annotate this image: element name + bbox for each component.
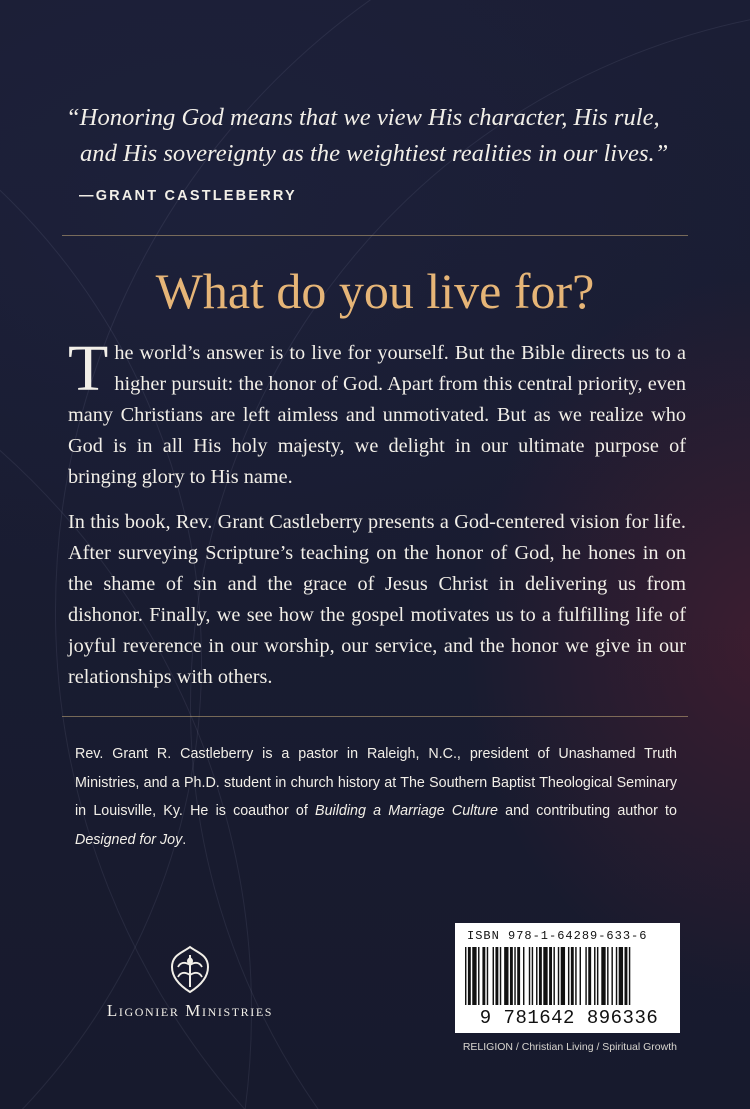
- category-label: RELIGION / Christian Living / Spiritual Growth: [462, 1041, 677, 1053]
- endorsement-quote: [66, 100, 706, 172]
- barcode-bar: [529, 947, 530, 1005]
- barcode-bar: [478, 947, 479, 1005]
- drop-cap: T: [68, 332, 109, 405]
- barcode-bar: [588, 947, 591, 1005]
- publisher-logo: [70, 945, 310, 1021]
- barcode-bar: [585, 947, 586, 1005]
- barcode-bar: [510, 947, 513, 1005]
- barcode-bar: [517, 947, 520, 1005]
- barcode-bar: [629, 947, 630, 1005]
- barcode-bar: [594, 947, 595, 1005]
- barcode-bar: [495, 947, 498, 1005]
- quote-attribution: —GRANT CASTLEBERRY: [79, 188, 297, 204]
- barcode-bar: [580, 947, 581, 1005]
- barcode-bar: [504, 947, 508, 1005]
- isbn-barcode: [455, 923, 680, 1033]
- barcode-bar: [601, 947, 605, 1005]
- barcode-bar: [465, 947, 466, 1005]
- divider: [62, 716, 688, 717]
- barcode-bar: [558, 947, 559, 1005]
- barcode-bar: [514, 947, 515, 1005]
- headline: What do you live for?: [155, 263, 595, 319]
- barcode-bar: [482, 947, 485, 1005]
- barcode-bar: [487, 947, 488, 1005]
- barcode-bar: [568, 947, 569, 1005]
- description-paragraph-1: [68, 332, 686, 493]
- bio-text: .: [182, 831, 187, 848]
- barcode-bar: [468, 947, 471, 1005]
- barcode-bar: [607, 947, 608, 1005]
- description-paragraph-2: In this book, Rev. Grant Castleberry presents a God-centered vision for life. After surveying Scripture’s teaching on the honor of God, he hones in on the shame of sin and the grace of Jesus Christ in delivering us from dishonor. Finally, we see how the gospel motivates us to a fulfilling life of joyful reverence in our worship, our service, and the honor we give in our relationships with others.: [68, 511, 686, 688]
- quote-line-1: “Honoring God means that we view His character, His rule,: [66, 104, 660, 131]
- barcode-bar: [625, 947, 628, 1005]
- barcode-bar: [536, 947, 537, 1005]
- quote-line-2: and His sovereignty as the weightiest realities in our lives.”: [80, 140, 669, 167]
- bio-text: Rev. Grant R. Castleberry is a pastor in Raleigh, N.C., president of Unashamed Truth Ministries, and a Ph.D. student in church history at The Southern Baptist Theological Seminary in Louisville, Ky. He is coauthor of: [75, 746, 677, 819]
- barcode-bar: [611, 947, 612, 1005]
- barcode-bar: [523, 947, 524, 1005]
- barcode-bar: [500, 947, 501, 1005]
- barcode-bar: [549, 947, 552, 1005]
- barcode-bar: [493, 947, 494, 1005]
- author-bio: [75, 740, 677, 854]
- barcode-bar: [543, 947, 547, 1005]
- book-title: Designed for Joy: [75, 831, 183, 848]
- paragraph-1-text: he world’s answer is to live for yourself. But the Bible directs us to a higher pursuit: the honor of God. Apart from this central priority, even many Christians are left aimless and unmotivated. But as we realize who God is in all His holy majesty, we delight in our ultimate purpose of bringing glory to His name.: [68, 342, 686, 488]
- barcode-bar: [571, 947, 574, 1005]
- publisher-name: Ligonier Ministries: [106, 1001, 274, 1020]
- barcode-bar: [597, 947, 598, 1005]
- barcode-bar: [553, 947, 554, 1005]
- barcode-bar: [619, 947, 623, 1005]
- bio-text: and contributing author to: [497, 803, 677, 819]
- barcode-bar: [472, 947, 476, 1005]
- barcode-bar: [616, 947, 617, 1005]
- barcode-digits: 9 781642 896336: [479, 1007, 659, 1029]
- barcode-bar: [532, 947, 533, 1005]
- divider: [62, 235, 688, 236]
- barcode-bar: [561, 947, 565, 1005]
- barcode-bar: [539, 947, 542, 1005]
- book-title: Building a Marriage Culture: [315, 803, 498, 819]
- barcode-bar: [575, 947, 576, 1005]
- isbn-label: ISBN 978-1-64289-633-6: [467, 929, 648, 943]
- ligonier-tree-icon: [168, 945, 212, 995]
